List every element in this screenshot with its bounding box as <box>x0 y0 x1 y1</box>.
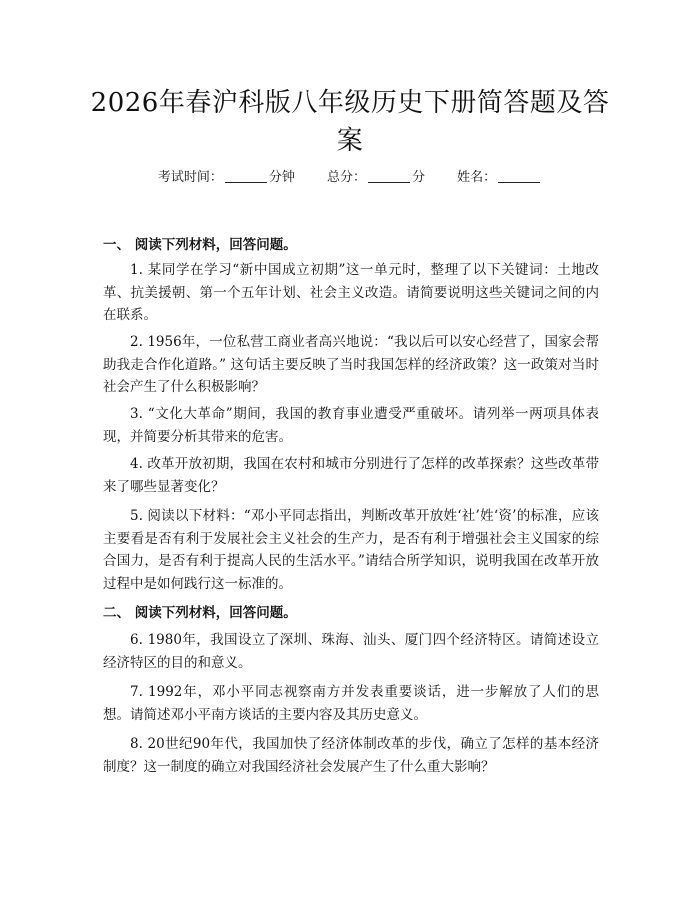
exam-time-blank[interactable] <box>225 170 267 183</box>
question-item: 1. 某同学在学习“新中国成立初期”这一单元时，整理了以下关键词：土地改革、抗美援朝、第一个五年计划、社会主义改造。请简要说明这些关键词之间的内在联系。 <box>103 262 599 323</box>
question-item: 4. 改革开放初期，我国在农村和城市分别进行了怎样的改革探索？这些改革带来了哪些显著变化？ <box>103 456 599 495</box>
student-name-blank[interactable] <box>498 170 540 183</box>
section-heading: 一、 阅读下列材料，回答问题。 <box>103 237 297 253</box>
document-title: 2026年春沪科版八年级历史下册简答题及答案 <box>90 88 610 156</box>
question-item: 2. 1956年，一位私营工商业者高兴地说：“我以后可以安心经营了，国家会帮助我走合作化道路。” 这句话主要反映了当时我国怎样的经济政策？这一政策对当时社会产生了什么积极影响？ <box>103 334 599 395</box>
student-name-label: 姓名： <box>457 170 497 185</box>
section-heading: 二、 阅读下列材料，回答问题。 <box>103 605 297 621</box>
exam-time-unit: 分钟 <box>268 170 295 185</box>
question-item: 7. 1992年，邓小平同志视察南方并发表重要谈话，进一步解放了人们的思想。请简述邓小平南方谈话的主要内容及其历史意义。 <box>103 684 599 723</box>
exam-time-label: 考试时间： <box>157 170 223 185</box>
total-score-label: 总分： <box>326 170 366 185</box>
question-item: 6. 1980年，我国设立了深圳、珠海、汕头、厦门四个经济特区。请简述设立经济特区的目的和意义。 <box>103 632 599 671</box>
question-item: 3. “文化大革命”期间，我国的教育事业遭受严重破坏。请列举一两项具体表现，并简要分析其带来的危害。 <box>103 406 599 445</box>
question-item: 5. 阅读以下材料：“邓小平同志指出，判断改革开放姓‘社’姓‘资’的标准，应该主要看是否有利于发展社会主义社会的生产力，是否有利于增强社会主义国家的综合国力，是否有利于提高人民的生活水平。”请结合所学知识，说明我国在改革开放过程中是如何践行这一标准的。 <box>103 508 599 592</box>
total-score-blank[interactable] <box>368 170 410 183</box>
total-score-unit: 分 <box>412 170 426 185</box>
exam-time <box>158 166 295 185</box>
total-score <box>327 166 425 185</box>
student-name <box>457 166 542 185</box>
question-item: 8. 20世纪90年代，我国加快了经济体制改革的步伐，确立了怎样的基本经济制度？这一制度的确立对我国经济社会发展产生了什么重大影响？ <box>103 736 599 775</box>
exam-meta <box>0 166 700 185</box>
